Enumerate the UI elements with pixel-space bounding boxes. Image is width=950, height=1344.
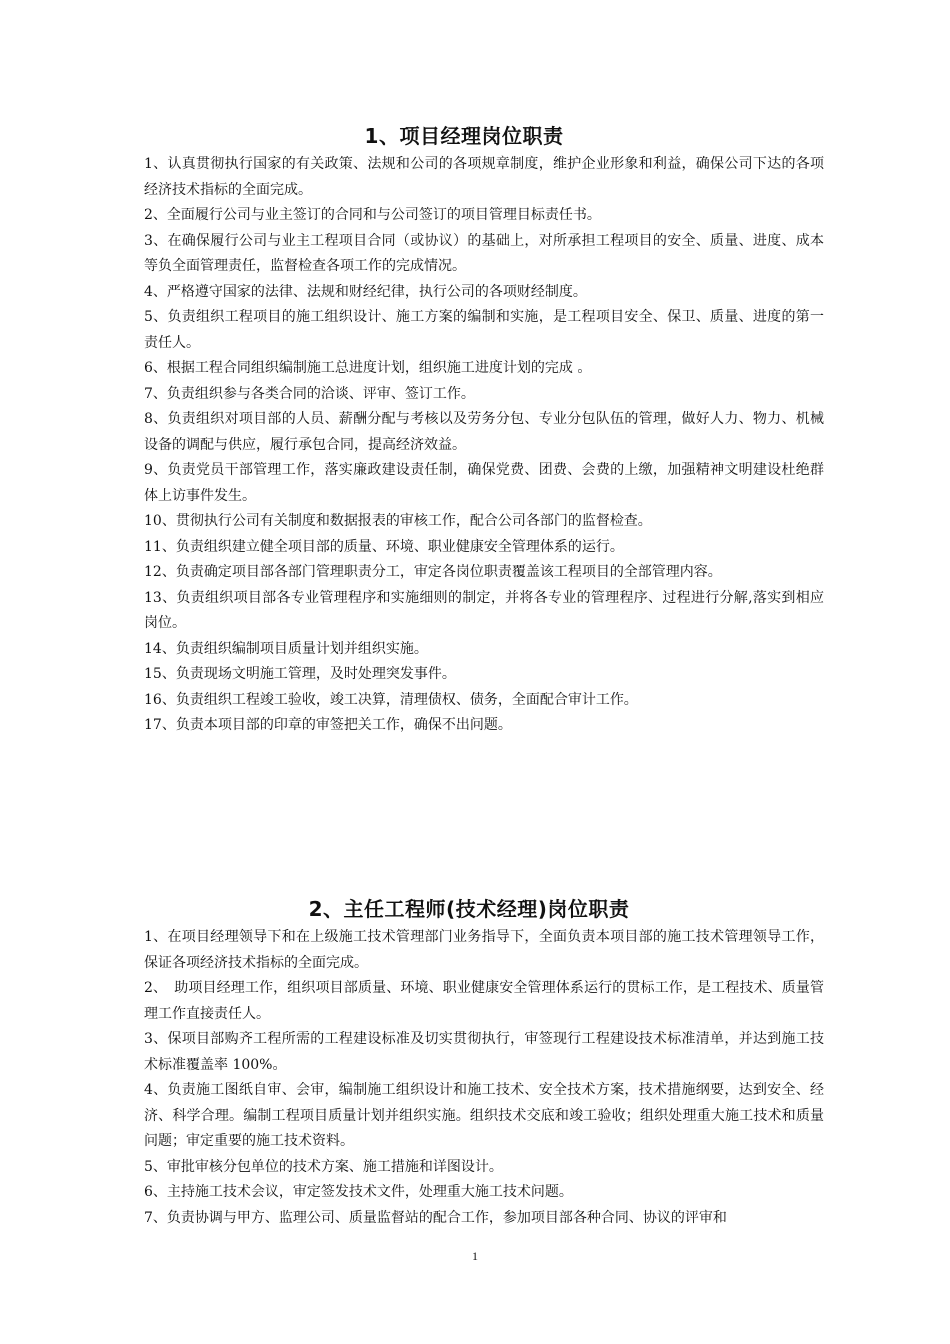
duty-item: 1、在项目经理领导下和在上级施工技术管理部门业务指导下，全面负责本项目部的施工技术管理领导工作，保证各项经济技术指标的全面完成。 [144, 929, 824, 971]
duty-item: 13、负责组织项目部各专业管理程序和实施细则的制定，并将各专业的管理程序、过程进行分解,落实到相应岗位。 [144, 589, 824, 631]
section-heading: 2、主任工程师(技术经理)岗位职责 [308, 897, 630, 921]
section-project-manager-duties [144, 120, 824, 739]
section-chief-engineer-duties [144, 893, 824, 1231]
duty-item: 5、负责组织工程项目的施工组织设计、施工方案的编制和实施，是工程项目安全、保卫、质量、进度的第一责任人。 [144, 309, 824, 351]
section-heading: 1、项目经理岗位职责 [364, 124, 564, 148]
duty-item: 9、负责党员干部管理工作，落实廉政建设责任制，确保党费、团费、会费的上缴，加强精神文明建设杜绝群体上访事件发生。 [144, 462, 824, 504]
duty-item: 2、全面履行公司与业主签订的合同和与公司签订的项目管理目标责任书。 [144, 207, 601, 223]
duty-item: 8、负责组织对项目部的人员、薪酬分配与考核以及劳务分包、专业分包队伍的管理，做好人力、物力、机械设备的调配与供应，履行承包合同，提高经济效益。 [144, 411, 824, 453]
duty-item: 15、负责现场文明施工管理，及时处理突发事件。 [144, 666, 456, 682]
duty-item: 4、严格遵守国家的法律、法规和财经纪律，执行公司的各项财经制度。 [144, 283, 587, 300]
duty-list [144, 925, 824, 1231]
duty-item: 7、负责协调与甲方、监理公司、质量监督站的配合工作，参加项目部各种合同、协议的评审和 [144, 1209, 727, 1226]
duty-item: 3、在确保履行公司与业主工程项目合同（或协议）的基础上，对所承担工程项目的安全、质量、进度、成本等负全面管理责任，监督检查各项工作的完成情况。 [144, 232, 824, 274]
duty-item: 16、负责组织工程竣工验收，竣工决算，清理债权、债务，全面配合审计工作。 [144, 691, 638, 708]
duty-list [144, 152, 824, 739]
duty-item: 4、负责施工图纸自审、会审，编制施工组织设计和施工技术、安全技术方案，技术措施纲要，达到安全、经济、科学合理。编制工程项目质量计划并组织实施。组织技术交底和竣工验收；组织处理重大施工技术和质量问题；审定重要的施工技术资料。 [144, 1082, 824, 1149]
page-number: 1 [472, 1249, 478, 1263]
duty-item: 17、负责本项目部的印章的审签把关工作，确保不出问题。 [144, 717, 512, 733]
duty-item: 6、主持施工技术会议，审定签发技术文件，处理重大施工技术问题。 [144, 1184, 573, 1200]
duty-item: 10、贯彻执行公司有关制度和数据报表的审核工作，配合公司各部门的监督检查。 [144, 513, 652, 529]
duty-item: 7、负责组织参与各类合同的洽谈、评审、签订工作。 [144, 385, 475, 402]
duty-item: 2、 助项目经理工作，组织项目部质量、环境、职业健康安全管理体系运行的贯标工作，是工程技术、质量管理工作直接责任人。 [144, 980, 824, 1022]
duty-item: 14、负责组织编制项目质量计划并组织实施。 [144, 640, 428, 657]
duty-item: 11、负责组织建立健全项目部的质量、环境、职业健康安全管理体系的运行。 [144, 538, 624, 555]
duty-item: 5、审批审核分包单位的技术方案、施工措施和详图设计。 [144, 1158, 503, 1175]
duty-item: 12、负责确定项目部各部门管理职责分工，审定各岗位职责覆盖该工程项目的全部管理内容。 [144, 564, 722, 580]
duty-item: 6、根据工程合同组织编制施工总进度计划，组织施工进度计划的完成 。 [144, 360, 592, 376]
duty-item: 1、认真贯彻执行国家的有关政策、法规和公司的各项规章制度，维护企业形象和利益，确保公司下达的各项经济技术指标的全面完成。 [144, 156, 824, 198]
duty-item: 3、保项目部购齐工程所需的工程建设标准及切实贯彻执行，审签现行工程建设技术标准清单，并达到施工技术标准覆盖率 100%。 [144, 1031, 824, 1073]
